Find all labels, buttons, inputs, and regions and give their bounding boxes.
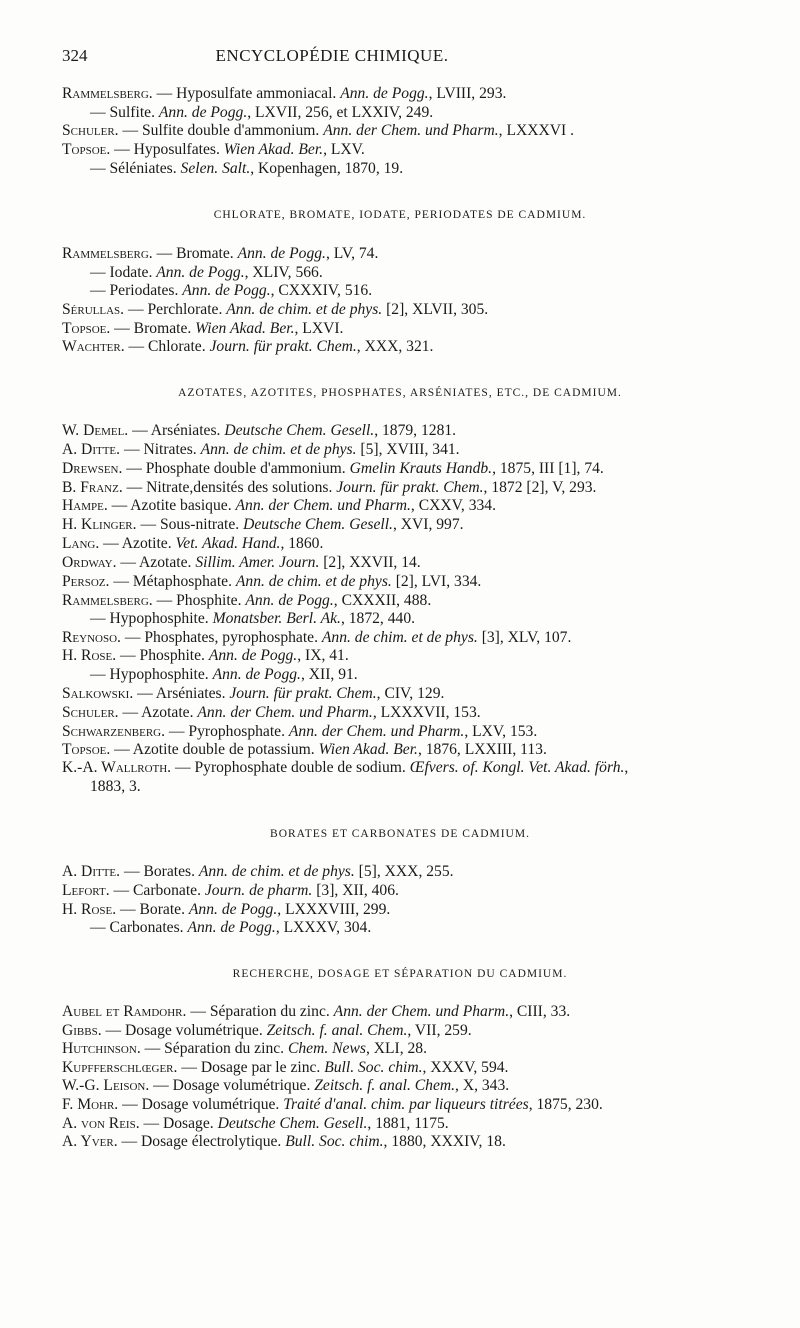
entry-topic: — Dosage volumétrique. bbox=[149, 1077, 315, 1094]
bibliography-entry bbox=[62, 703, 481, 723]
citation-details: , XLI, 28. bbox=[365, 1040, 428, 1057]
author-name: W. Demel. bbox=[62, 422, 129, 439]
entry-topic: — Nitrates. bbox=[120, 441, 201, 458]
citation-details: , 1880, XXXIV, 18. bbox=[383, 1133, 506, 1150]
bibliography-entry bbox=[62, 496, 496, 516]
section-heading: RECHERCHE, DOSAGE ET SÉPARATION DU CADMIUM. bbox=[232, 968, 568, 980]
bibliography-entry bbox=[62, 337, 433, 357]
entry-topic: — Azotite double de potassium. bbox=[110, 741, 319, 758]
running-title: ENCYCLOPÉDIE CHIMIQUE. bbox=[215, 46, 449, 65]
author-name: A. Ditte. bbox=[62, 441, 121, 458]
citation-details: , IX, 41. bbox=[297, 647, 349, 664]
journal-title: Bull. Soc. chim. bbox=[324, 1059, 423, 1076]
entry-topic: — Nitrate,densités des solutions. bbox=[122, 479, 337, 496]
author-name: H. Klinger. bbox=[62, 516, 137, 533]
bibliography-entry bbox=[62, 421, 456, 441]
journal-title: Ann. de chim. et de phys. bbox=[321, 629, 478, 646]
entry-topic: — Periodates. bbox=[90, 282, 183, 299]
page-number: 324 bbox=[62, 46, 88, 65]
bibliography-entry bbox=[62, 900, 390, 920]
citation-details: , CIV, 129. bbox=[376, 685, 445, 702]
author-name: B. Franz. bbox=[62, 479, 123, 496]
bibliography-entry bbox=[62, 1002, 570, 1022]
author-name: Hutchinson. bbox=[62, 1040, 141, 1057]
bibliography-entry bbox=[62, 740, 547, 760]
journal-title: Ann. de Pogg. bbox=[182, 282, 271, 299]
bibliography-entry bbox=[62, 319, 343, 339]
section-heading: BORATES ET CARBONATES DE CADMIUM. bbox=[270, 828, 530, 840]
journal-title: Ann. der Chem. und Pharm. bbox=[235, 497, 411, 514]
bibliography-entry bbox=[62, 1039, 427, 1059]
citation-details: , LXVI. bbox=[294, 320, 344, 337]
journal-title: Ann. de Pogg. bbox=[188, 901, 278, 918]
entry-topic: — Dosage. bbox=[139, 1115, 218, 1132]
bibliography-entry bbox=[90, 665, 358, 685]
author-name: W.-G. Leison. bbox=[62, 1077, 150, 1094]
bibliography-entry bbox=[62, 646, 349, 666]
section-heading: AZOTATES, AZOTITES, PHOSPHATES, ARSÉNIATES, ETC., DE CADMIUM. bbox=[178, 387, 622, 399]
entry-topic: — Sulfite. bbox=[90, 104, 159, 121]
journal-title: Zeitsch. f. anal. Chem. bbox=[314, 1077, 456, 1094]
author-name: F. Mohr. bbox=[62, 1096, 119, 1113]
journal-title: Ann. de Pogg. bbox=[187, 919, 276, 936]
author-name: Topsoe. bbox=[62, 141, 111, 158]
citation-details: , CXXV, 334. bbox=[410, 497, 496, 514]
citation-details: , 1876, LXXIII, 113. bbox=[417, 741, 547, 758]
journal-title: Journ. für prakt. Chem. bbox=[229, 685, 377, 702]
citation-details: , LXXXV, 304. bbox=[275, 919, 372, 936]
entry-topic: — Borate. bbox=[116, 901, 189, 918]
journal-title: Bull. Soc. chim. bbox=[285, 1133, 384, 1150]
journal-title: Wien Akad. Ber. bbox=[223, 141, 324, 158]
author-name: K.-A. Wallroth. bbox=[62, 759, 172, 776]
author-name: Sérullas. bbox=[62, 301, 125, 318]
entry-topic: — Dosage volumétrique. bbox=[101, 1022, 267, 1039]
entry-topic: — Azotite. bbox=[99, 535, 176, 552]
author-name: Reynoso. bbox=[62, 629, 121, 646]
author-name: Rammelsberg. bbox=[62, 245, 153, 262]
journal-title: Deutsche Chem. Gesell. bbox=[243, 516, 393, 533]
entry-topic: — Bromate. bbox=[152, 245, 238, 262]
author-name: Lang. bbox=[62, 535, 100, 552]
bibliography-entry bbox=[62, 1058, 508, 1078]
bibliography-entry bbox=[62, 121, 574, 141]
citation-details: [5], XXX, 255. bbox=[354, 863, 454, 880]
author-name: Schwarzenberg. bbox=[62, 723, 166, 740]
entry-topic: — Métaphosphate. bbox=[109, 573, 236, 590]
section-heading: CHLORATE, BROMATE, IODATE, PERIODATES DE CADMIUM. bbox=[213, 209, 587, 221]
citation-details: , X, 343. bbox=[455, 1077, 510, 1094]
citation-details: , VII, 259. bbox=[407, 1022, 472, 1039]
bibliography-entry bbox=[62, 1076, 509, 1096]
author-name: A. von Reis. bbox=[62, 1115, 140, 1132]
author-name: Hampe. bbox=[62, 497, 108, 514]
entry-topic: — Hyposulfate ammoniacal. bbox=[152, 85, 341, 102]
author-name: A. Yver. bbox=[62, 1133, 118, 1150]
journal-title: Vet. Akad. Hand. bbox=[175, 535, 281, 552]
bibliography-entry bbox=[62, 440, 460, 460]
author-name: Wachter. bbox=[62, 338, 125, 355]
author-name: Schuler. bbox=[62, 704, 119, 721]
bibliography-entry bbox=[90, 777, 141, 797]
journal-title: Monatsber. Berl. Ak. bbox=[212, 610, 341, 627]
journal-title: Ann. de Pogg. bbox=[208, 647, 298, 664]
journal-title: Ann. de Pogg. bbox=[212, 666, 301, 683]
author-name: Drewsen. bbox=[62, 460, 123, 477]
citation-details: , 1872, 440. bbox=[340, 610, 416, 627]
author-name: Salkowski. bbox=[62, 685, 134, 702]
entry-topic: — Hypophosphite. bbox=[90, 666, 213, 683]
bibliography-entry bbox=[90, 159, 403, 179]
author-name: H. Rose. bbox=[62, 647, 117, 664]
journal-title: Journ. für prakt. Chem. bbox=[336, 479, 484, 496]
journal-title: Ann. de chim. et de phys. bbox=[198, 863, 355, 880]
author-name: Topsoe. bbox=[62, 320, 111, 337]
entry-topic: — Sous-nitrate. bbox=[136, 516, 244, 533]
journal-title: Ann. de Pogg. bbox=[237, 245, 326, 262]
author-name: Schuler. bbox=[62, 122, 119, 139]
entry-topic: — Phosphite. bbox=[152, 592, 246, 609]
citation-details: , bbox=[624, 759, 629, 776]
bibliography-entry bbox=[62, 684, 444, 704]
citation-details: , LXVII, 256, et LXXIV, 249. bbox=[247, 104, 434, 121]
entry-topic: — Séparation du zinc. bbox=[140, 1040, 288, 1057]
journal-title: Wien Akad. Ber. bbox=[318, 741, 418, 758]
citation-details: , LXXXVI . bbox=[498, 122, 575, 139]
journal-title: Ann. de Pogg. bbox=[156, 264, 245, 281]
citation-details: , CIII, 33. bbox=[509, 1003, 571, 1020]
journal-title: Gmelin Krauts Handb. bbox=[349, 460, 493, 477]
journal-title: Deutsche Chem. Gesell. bbox=[224, 422, 375, 439]
citation-details: , XVI, 997. bbox=[392, 516, 464, 533]
entry-topic: — Pyrophosphate. bbox=[165, 723, 289, 740]
author-name: A. Ditte. bbox=[62, 863, 121, 880]
citation-details: , XXX, 321. bbox=[356, 338, 434, 355]
entry-topic: — Dosage électrolytique. bbox=[117, 1133, 286, 1150]
citation-details: , LV, 74. bbox=[325, 245, 379, 262]
journal-title: Journ. für prakt. Chem. bbox=[209, 338, 357, 355]
citation-details: , CXXXII, 488. bbox=[333, 592, 432, 609]
citation-details: , 1881, 1175. bbox=[367, 1115, 449, 1132]
author-name: H. Rose. bbox=[62, 901, 117, 918]
citation-details: , LXXXVIII, 299. bbox=[277, 901, 391, 918]
author-name: Lefort. bbox=[62, 882, 110, 899]
citation-details: , XLIV, 566. bbox=[244, 264, 323, 281]
citation-details: , 1875, III [1], 74. bbox=[492, 460, 604, 477]
entry-topic: — Phosphate double d'ammonium. bbox=[122, 460, 350, 477]
bibliography-entry bbox=[62, 140, 365, 160]
journal-title: Ann. der Chem. und Pharm. bbox=[197, 704, 373, 721]
journal-title: Zeitsch. f. anal. Chem. bbox=[266, 1022, 408, 1039]
entry-topic: — Dosage volumétrique. bbox=[118, 1096, 284, 1113]
citation-details: , 1872 [2], V, 293. bbox=[483, 479, 597, 496]
citation-details: , LXV, 153. bbox=[464, 723, 538, 740]
citation-details: [3], XII, 406. bbox=[312, 882, 399, 899]
bibliography-entry bbox=[62, 1114, 449, 1134]
bibliography-entry bbox=[62, 881, 399, 901]
citation-details: , XII, 91. bbox=[300, 666, 358, 683]
bibliography-entry bbox=[90, 609, 415, 629]
author-name: Kupfferschlœger. bbox=[62, 1059, 178, 1076]
bibliography-entry bbox=[62, 553, 421, 573]
bibliography-entry bbox=[62, 1021, 472, 1041]
entry-topic: — Carbonates. bbox=[90, 919, 188, 936]
entry-topic: — Phosphite. bbox=[116, 647, 209, 664]
bibliography-entry bbox=[62, 862, 454, 882]
bibliography-entry bbox=[62, 758, 628, 778]
citation-details: , 1875, 230. bbox=[528, 1096, 603, 1113]
bibliography-entry bbox=[62, 591, 431, 611]
author-name: Topsoe. bbox=[62, 741, 111, 758]
bibliography-entry bbox=[62, 628, 571, 648]
bibliography-entry bbox=[90, 281, 372, 301]
bibliography-entry bbox=[90, 103, 433, 123]
bibliography-entry bbox=[62, 300, 488, 320]
entry-topic: — Hyposulfates. bbox=[110, 141, 224, 158]
page-header bbox=[62, 46, 602, 72]
bibliography-entry bbox=[90, 918, 371, 938]
entry-topic: 1883, 3. bbox=[90, 778, 141, 795]
journal-title: Ann. de chim. et de phys. bbox=[200, 441, 357, 458]
citation-details: [2], XLVII, 305. bbox=[382, 301, 489, 318]
entry-topic: — Azotate. bbox=[118, 704, 198, 721]
entry-topic: — Dosage par le zinc. bbox=[177, 1059, 325, 1076]
citation-details: [2], XXVII, 14. bbox=[319, 554, 421, 571]
bibliography-entry bbox=[62, 1095, 603, 1115]
citation-details: , LVIII, 293. bbox=[428, 85, 507, 102]
author-name: Persoz. bbox=[62, 573, 110, 590]
citation-details: , 1860. bbox=[280, 535, 324, 552]
author-name: Ordway. bbox=[62, 554, 117, 571]
citation-details: [5], XVIII, 341. bbox=[356, 441, 460, 458]
journal-title: Ann. der Chem. und Pharm. bbox=[333, 1003, 510, 1020]
bibliography-entry bbox=[62, 722, 537, 742]
entry-topic: — Bromate. bbox=[110, 320, 196, 337]
journal-title: Selen. Salt. bbox=[180, 160, 251, 177]
author-name: Rammelsberg. bbox=[62, 592, 153, 609]
journal-title: Ann. de Pogg. bbox=[245, 592, 334, 609]
citation-details: , XXXV, 594. bbox=[422, 1059, 509, 1076]
bibliography-entry bbox=[62, 244, 378, 264]
citation-details: , 1879, 1281. bbox=[374, 422, 457, 439]
journal-title: Traité d'anal. chim. par liqueurs titrées bbox=[283, 1096, 529, 1113]
entry-topic: — Arséniates. bbox=[133, 685, 230, 702]
journal-title: Chem. News bbox=[287, 1040, 366, 1057]
entry-topic: — Carbonate. bbox=[109, 882, 205, 899]
entry-topic: — Séparation du zinc. bbox=[186, 1003, 334, 1020]
author-name: Rammelsberg. bbox=[62, 85, 153, 102]
entry-topic: — Chlorate. bbox=[124, 338, 210, 355]
entry-topic: — Iodate. bbox=[90, 264, 157, 281]
journal-title: Ann. der Chem. und Pharm. bbox=[323, 122, 499, 139]
entry-topic: — Hypophosphite. bbox=[90, 610, 213, 627]
journal-title: Ann. der Chem. und Pharm. bbox=[288, 723, 465, 740]
bibliography-entry bbox=[90, 263, 323, 283]
citation-details: [3], XLV, 107. bbox=[477, 629, 572, 646]
journal-title: Œfvers. of. Kongl. Vet. Akad. förh. bbox=[409, 759, 625, 776]
bibliography-entry bbox=[62, 1132, 506, 1152]
citation-details: [2], LVI, 334. bbox=[391, 573, 482, 590]
journal-title: Journ. de pharm. bbox=[204, 882, 313, 899]
citation-details: , CXXXIV, 516. bbox=[270, 282, 373, 299]
journal-title: Ann. de Pogg. bbox=[340, 85, 429, 102]
entry-topic: — Borates. bbox=[120, 863, 199, 880]
entry-topic: — Séléniates. bbox=[90, 160, 181, 177]
journal-title: Sillim. Amer. Journ. bbox=[195, 554, 320, 571]
citation-details: , LXXXVII, 153. bbox=[372, 704, 481, 721]
bibliography-entry bbox=[62, 478, 596, 498]
journal-title: Ann. de chim. et de phys. bbox=[235, 573, 392, 590]
journal-title: Ann. de Pogg. bbox=[158, 104, 248, 121]
bibliography-entry bbox=[62, 459, 604, 479]
citation-details: , LXV. bbox=[323, 141, 365, 158]
author-name: Aubel et Ramdohr. bbox=[62, 1003, 187, 1020]
entry-topic: — Phosphates, pyrophosphate. bbox=[120, 629, 322, 646]
entry-topic: — Azotite basique. bbox=[107, 497, 236, 514]
author-name: Gibbs. bbox=[62, 1022, 102, 1039]
bibliography-entry bbox=[62, 84, 506, 104]
journal-title: Wien Akad. Ber. bbox=[195, 320, 295, 337]
entry-topic: — Sulfite double d'ammonium. bbox=[118, 122, 324, 139]
entry-topic: — Azotate. bbox=[116, 554, 196, 571]
bibliography-entry bbox=[62, 572, 481, 592]
entry-topic: — Perchlorate. bbox=[124, 301, 227, 318]
journal-title: Ann. de chim. et de phys. bbox=[226, 301, 383, 318]
entry-topic: — Pyrophosphate double de sodium. bbox=[171, 759, 410, 776]
bibliography-entry bbox=[62, 534, 323, 554]
bibliography-entry bbox=[62, 515, 464, 535]
citation-details: , Kopenhagen, 1870, 19. bbox=[250, 160, 404, 177]
entry-topic: — Arséniates. bbox=[128, 422, 225, 439]
journal-title: Deutsche Chem. Gesell. bbox=[217, 1115, 368, 1132]
